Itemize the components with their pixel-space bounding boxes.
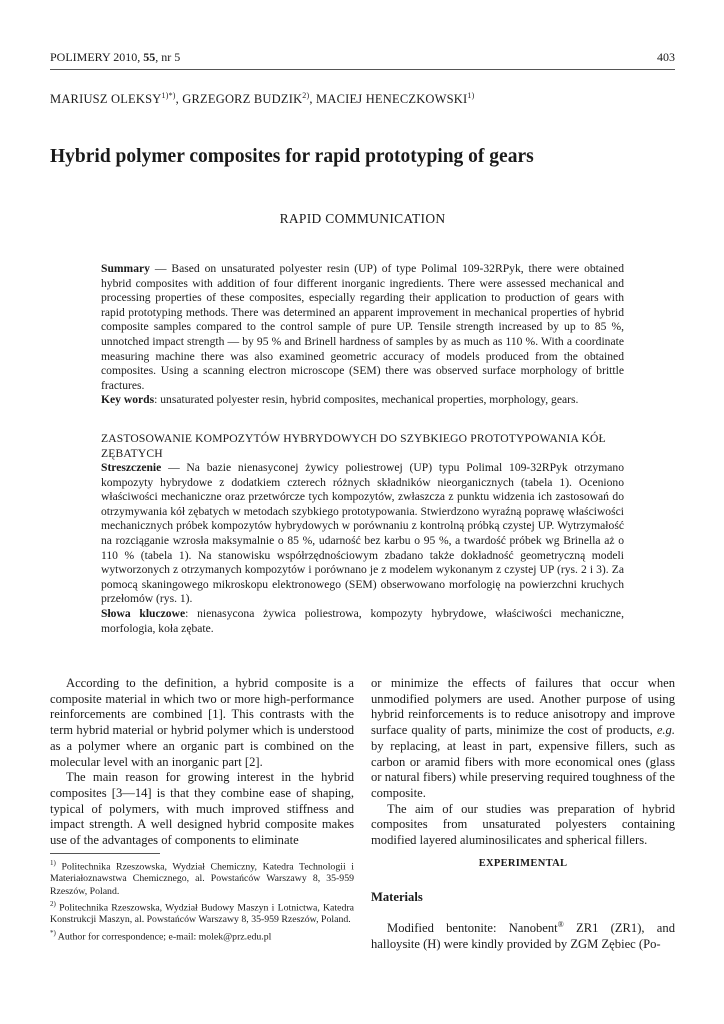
page-number: 403: [657, 50, 675, 64]
body-paragraph: The main reason for growing interest in the hybrid composites [3—14] is that they combine ease of shaping, typical of polymers, with much improved stiffness and impact strength. A well designed hybrid composite makes use of the advantages of components to eliminate: [50, 770, 354, 848]
section-heading-experimental: EXPERIMENTAL: [478, 858, 568, 869]
footnote-2: $^{2)}$ Politechnika Rzeszowska, Wydział Budowy Maszyn i Lotnictwa, Katedra Konstrukcji Maszyn, al. Powstańców Warszawy 8, 35-959 Rzeszów, Poland.: [50, 899, 354, 926]
body-paragraph: Modified bentonite: Nanobent® ZR1 (ZR1), and halloysite (H) were kindly provided by ZGM Zębiec (Po-: [371, 920, 675, 951]
running-header: [50, 50, 675, 70]
body-paragraph: or minimize the effects of failures that occur when unmodified polymers are used. Another purpose of using hybrid reinforcements is to reduce anisotropy and improve surface quality of parts, minimize the cost of products, e.g. by replacing, at least in part, expensive fillers, such as carbon or aramid fibers with more economical ones (glass or natural fibers) while preserving required toughness of the composite.: [371, 676, 675, 800]
article-type: RAPID COMMUNICATION: [279, 211, 446, 226]
article-title: Hybrid polymer composites for rapid prototyping of gears: [50, 146, 534, 167]
keywords-paragraph: Key words: unsaturated polyester resin, hybrid composites, mechanical properties, morphology, gears.: [101, 393, 579, 407]
author-list: MARIUSZ $OLEKSY^{1)*)}$, GRZEGORZ BUDZIK$^{2)}$, MACIEJ HENECZKOWSKI$^{1)}$: [50, 91, 475, 107]
polish-title: ZASTOSOWANIE KOMPOZYTÓW HYBRYDOWYCH DO SZYBKIEGO PROTOTYPOWANIA KÓŁ ZĘBATYCH: [101, 432, 606, 460]
slowa-kluczowe-paragraph: Słowa kluczowe: nienasycona żywica poliestrowa, kompozyty hybrydowe, właściwości mechaniczne, morfologia, koła zębate.: [101, 606, 624, 635]
summary-paragraph: Summary — Based on unsaturated polyester resin (UP) of type Polimal 109-32RPyk, there were obtained hybrid composites with addition of four different inorganic ingredients. There were assessed mechanical and processing properties of these composites, especially regarding their application to production of gears with rapid prototyping methods. There was determined an apparent improvement in mechanical properties of hybrid composite samples compared to the control sample of pure UP. Tensile strength increased by up to 85 %, unnotched impact strength — by 95 % and Brinell hardness of samples by as much as 110 %. With a coordinate measuring machine there was also examined geometric accuracy of models produced from the obtained composites. Using a scanning electron microscope (SEM) there was observed surface morphology of brittle fractures.: [101, 262, 624, 392]
streszczenie-paragraph: Streszczenie — Na bazie nienasyconej żywicy poliestrowej (UP) typu Polimal 109-32RPyk otrzymano kompozyty hybrydowe z dodatkiem czterech różnych składników nieorganicznych (tabela 1). Oceniono właściwości mechaniczne oraz przetwórcze tych kompozytów, zwłaszcza z punktu widzenia ich zastosowań do otrzymywania kół zębatych w metodach szybkiego prototypowania. Stwierdzono wyraźną poprawę właściwości mechanicznych próbek kompozytów hybrydowych w porównaniu z kontrolną próbką czystej UP. Wytrzymałość na rozciąganie wzrosła maksymalnie o 85 %, udarność bez karbu o 95 %, a twardość próbek wg Brinella aż o 110 % (tabela 1). Na stanowisku współrzędnościowym zbadano także dokładność geometryczną modeli wytworzonych z otrzymanych kompozytów i porównano je z modelem wykonanym z czystej UP (rys. 2 i 3). Za pomocą skaningowego mikroskopu elektronowego (SEM) obserwowano morfologię na powierzchni kruchych przełomów (rys. 1).: [101, 461, 624, 606]
body-paragraph: According to the definition, a hybrid composite is a composite material in which two or more high-performance reinforcements are combined [1]. This contrasts with the term hybrid material or hybrid polymer which is understood as a polymer where an organic part is combined on the molecular level with an inorganic part [2].: [50, 676, 354, 769]
materials-text: [371, 917, 675, 953]
body-column-right: [371, 676, 675, 849]
abstract-polish: [101, 461, 624, 636]
body-column-left: [50, 676, 354, 849]
body-paragraph: The aim of our studies was preparation of hybrid composites from unsaturated polyesters containing modified layered aluminosilicates and spherical fillers.: [371, 801, 675, 848]
subsection-heading-materials: Materials: [371, 890, 423, 904]
journal-citation: POLIMERY 2010, 55, nr 5: [50, 50, 181, 64]
footnotes: [50, 857, 354, 943]
footnote-3: *) Author for correspondence; e-mail: molek@prz.edu.pl: [50, 928, 272, 942]
footnote-1: $^{1)}$ Politechnika Rzeszowska, Wydział Chemiczny, Katedra Technologii i Materiałoznawstwa Chemicznego, al. Powstańców Warszawy 8, 35-959 Rzeszów, Poland.: [50, 859, 354, 897]
footnote-rule: [50, 853, 160, 854]
abstract-english: [101, 262, 624, 408]
header-rule: [50, 69, 675, 70]
